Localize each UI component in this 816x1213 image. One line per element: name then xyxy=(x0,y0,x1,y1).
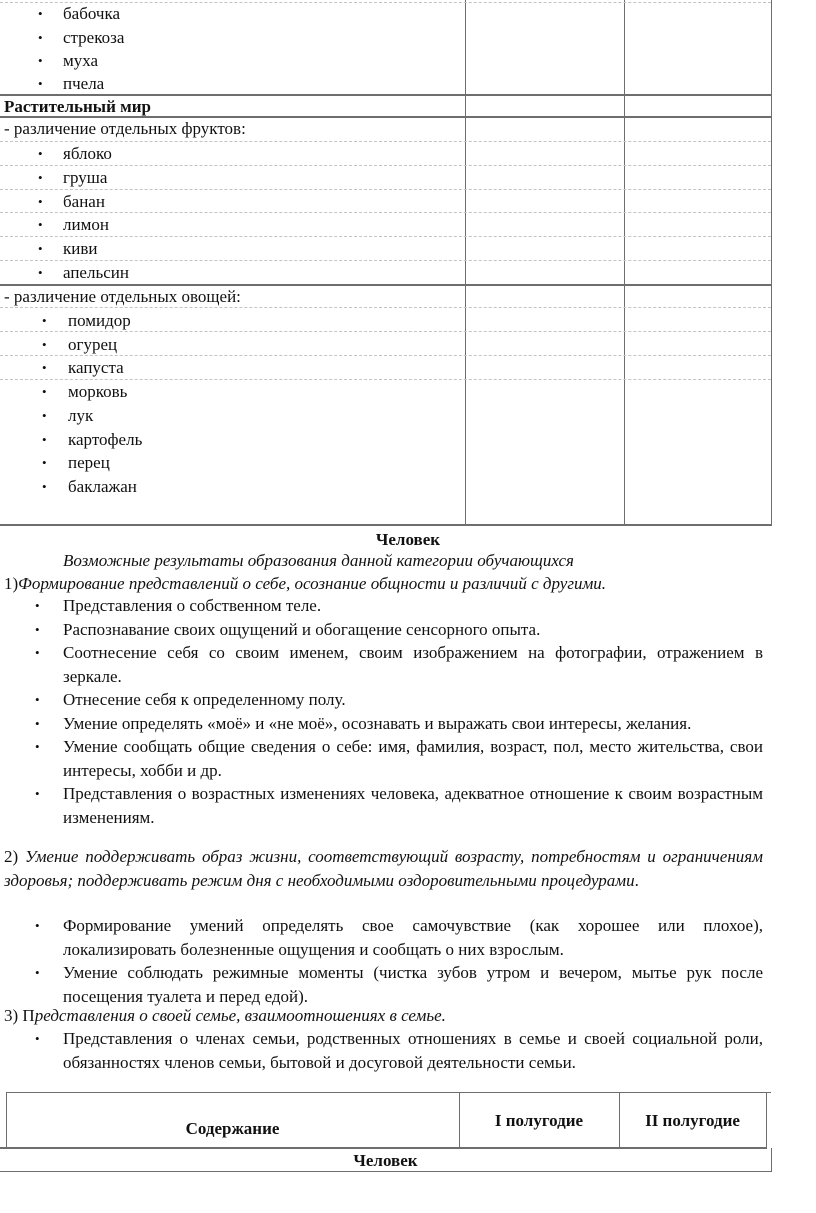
bullet-icon: • xyxy=(38,146,43,161)
list-item: лимон xyxy=(63,215,109,234)
bullet-icon: • xyxy=(35,598,40,613)
list-item: • Умение соблюдать режимные моменты (чистка зубов утром и вечером, мытье рук после посещения туалета и перед едой). xyxy=(35,963,763,1006)
list-item: лук xyxy=(68,406,94,425)
list-item: • Умение сообщать общие сведения о себе: имя, фамилия, возраст, пол, место жительства, свои интересы, хобби и др. xyxy=(35,737,763,780)
list-item: огурец xyxy=(68,335,118,354)
bullet-icon: • xyxy=(35,918,40,933)
list-item: апельсин xyxy=(63,263,129,282)
list-item: пчела xyxy=(63,74,105,93)
bullet-icon: • xyxy=(38,194,43,209)
bullet-icon: • xyxy=(38,265,43,280)
bullet-icon: • xyxy=(42,408,47,423)
list-item: • Представления о членах семьи, родственных отношениях в семье и своей социальной роли, обязанностях членов семьи, бытовой и досуговой деятельности семьи. xyxy=(35,1029,763,1072)
list-item: • Соотнесение себя со своим именем, своим изображением на фотографии, отражением в зеркале. xyxy=(35,643,763,686)
row-divider-dashed xyxy=(0,212,771,213)
bullet-icon: • xyxy=(38,53,43,68)
bullet-icon: • xyxy=(38,241,43,256)
list-item: капуста xyxy=(68,358,124,377)
column-header-content: Содержание xyxy=(185,1119,280,1138)
goal-number: 2) xyxy=(4,847,19,866)
bullet-icon: • xyxy=(38,6,43,21)
list-item: • Отнесение себя к определенному полу. xyxy=(0,688,763,712)
list-item: груша xyxy=(63,168,108,187)
goal-text: Формирование представлений о себе, осознание общности и различий с другими. xyxy=(18,574,607,593)
bullet-icon: • xyxy=(42,313,47,328)
list-item: перец xyxy=(68,453,110,472)
bullet-icon: • xyxy=(38,30,43,45)
list-item: банан xyxy=(63,192,105,211)
goal-text: Умение поддерживать образ жизни, соответствующий возрасту, потребностям и ограничениям здоровья; поддерживать режим дня с необходимыми оздоровительными процедурами xyxy=(4,847,763,890)
list-item: • Распознавание своих ощущений и обогащение сенсорного опыта. xyxy=(0,618,763,642)
bullet-icon: • xyxy=(38,217,43,232)
bullet-icon: • xyxy=(35,965,40,980)
bullet-icon: • xyxy=(35,1031,40,1046)
row-divider-dashed xyxy=(0,165,771,166)
column-divider xyxy=(766,1092,767,1148)
bullet-icon: • xyxy=(35,621,40,637)
list-item: помидор xyxy=(68,311,131,330)
column-divider xyxy=(624,0,625,525)
list-item: бабочка xyxy=(63,4,121,23)
bullet-icon: • xyxy=(38,170,43,185)
row-divider-dashed xyxy=(0,307,771,308)
goal-text: редставления о своей семье, взаимоотношениях в семье. xyxy=(34,1006,446,1025)
list-item: • Представления о собственном теле. xyxy=(0,594,763,618)
goal-3-list xyxy=(0,1027,816,1074)
table-right-border xyxy=(771,1148,772,1172)
bullet-icon: • xyxy=(42,479,47,494)
table-top-border xyxy=(6,1092,771,1093)
vegetables-label: - различение отдельных овощей: xyxy=(4,287,241,306)
row-divider-dashed xyxy=(0,189,771,190)
row-divider-dashed xyxy=(0,236,771,237)
list-item: картофель xyxy=(68,430,143,449)
table-right-border xyxy=(771,0,772,525)
table-bottom-border xyxy=(0,524,772,526)
column-header-half1: I полугодие xyxy=(494,1111,584,1130)
bullet-icon: • xyxy=(35,645,40,660)
list-item: морковь xyxy=(68,382,128,401)
row-divider-dashed xyxy=(0,331,771,332)
bullet-icon: • xyxy=(35,739,40,754)
goal-1-heading xyxy=(4,572,606,595)
goal-3-heading xyxy=(4,1004,446,1027)
row-divider-dashed xyxy=(0,141,771,142)
bullet-icon: • xyxy=(42,432,47,447)
bullet-icon: • xyxy=(42,384,47,399)
fruits-label: - различение отдельных фруктов: xyxy=(4,119,246,138)
goal-number: 1) xyxy=(4,574,19,593)
goal-number: 3) П xyxy=(4,1006,35,1025)
list-item: киви xyxy=(63,239,98,258)
column-divider xyxy=(465,0,466,525)
row-bottom-border xyxy=(0,1171,772,1172)
section-title: Человек xyxy=(375,530,441,549)
section-row-human: Человек xyxy=(353,1151,418,1170)
list-item: • Умение определять «моё» и «не моё», осознавать и выражать свои интересы, желания. xyxy=(0,712,763,736)
goal-1-list xyxy=(0,594,816,829)
bullet-icon: • xyxy=(42,455,47,470)
list-item: муха xyxy=(63,51,99,70)
list-item: баклажан xyxy=(68,477,137,496)
bullet-icon: • xyxy=(42,337,47,352)
bullet-icon: • xyxy=(35,786,40,801)
bullet-icon: • xyxy=(42,360,47,375)
section-subtitle: Возможные результаты образования данной категории обучающихся xyxy=(63,551,574,570)
list-item: • Формирование умений определять свое самочувствие (как хорошее или плохое), локализировать болезненные ощущения и сообщать о них взрослым. xyxy=(35,916,763,959)
bullet-icon: • xyxy=(38,76,43,91)
list-item: • Представления о возрастных изменениях человека, адекватное отношение к своим возрастным изменениям. xyxy=(35,784,763,827)
bullet-icon: • xyxy=(35,692,40,707)
goal-2-heading: 2) Умение поддерживать образ жизни, соответствующий возрасту, потребностям и ограничениям здоровья; поддерживать режим дня с необходимыми оздоровительными процедурами. xyxy=(4,847,763,890)
list-item: яблоко xyxy=(63,144,112,163)
goal-2-list xyxy=(0,914,816,1008)
column-header-half2: II полугодие xyxy=(645,1111,740,1130)
list-item: стрекоза xyxy=(63,28,125,47)
bullet-icon: • xyxy=(35,715,40,731)
section-heading-plant-world: Растительный мир xyxy=(4,97,151,116)
